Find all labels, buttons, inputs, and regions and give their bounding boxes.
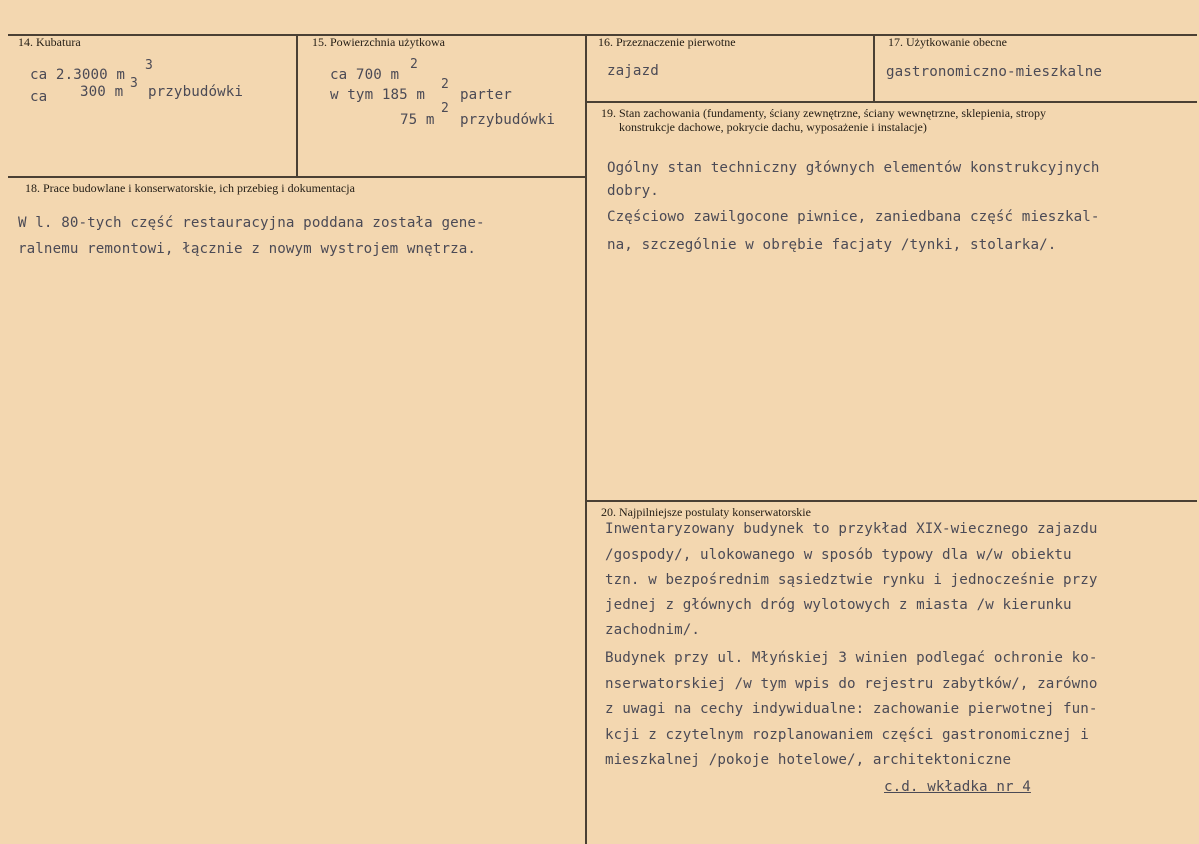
field-20-line: Inwentaryzowany budynek to przykład XIX-wiecznego zajazdu	[605, 521, 1098, 537]
field-20-line: tzn. w bezpośrednim sąsiedztwie rynku i jednocześnie przy	[605, 572, 1098, 588]
field-14-line1: ca 2.3000 m	[30, 67, 126, 83]
field-19-line: Częściowo zawilgocone piwnice, zaniedbana część mieszkal-	[607, 209, 1100, 225]
field-20-line: jednej z głównych dróg wylotowych z miasta /w kierunku	[605, 597, 1072, 613]
field-16-value: zajazd	[607, 63, 659, 79]
field-16-label: 16. Przeznaczenie pierwotne	[598, 35, 736, 49]
row1-rule-right	[585, 101, 1197, 103]
field-20-line: kcji z czytelnym rozplanowaniem części gastronomicznej i	[605, 727, 1089, 743]
field-20-label: 20. Najpilniejsze postulaty konserwatorskie	[601, 505, 811, 519]
field-15-line3-suffix: przybudówki	[460, 112, 556, 128]
field-14-line2-value: 300 m	[80, 84, 124, 100]
field-19-line: Ogólny stan techniczny głównych elementów konstrukcyjnych	[607, 160, 1100, 176]
field-18-line: W l. 80-tych część restauracyjna poddana została gene-	[18, 215, 485, 231]
divider-16-17	[873, 34, 875, 101]
section20-rule	[585, 500, 1197, 502]
row1-rule-left	[8, 176, 585, 178]
field-20-continuation: c.d. wkładka nr 4	[884, 779, 1031, 795]
field-15-line2-sup: 2	[441, 77, 449, 92]
field-19-line: dobry.	[607, 183, 659, 199]
field-18-line: ralnemu remontowi, łącznie z nowym wystrojem wnętrza.	[18, 241, 477, 257]
field-20-line: z uwagi na cechy indywidualne: zachowanie pierwotnej fun-	[605, 701, 1098, 717]
field-15-line3-prefix: 75 m	[400, 112, 435, 128]
field-19-line: na, szczególnie w obrębie facjaty /tynki, stolarka/.	[607, 237, 1057, 253]
field-15-line2-suffix: parter	[460, 87, 512, 103]
field-14-line1-sup: 3	[145, 58, 153, 73]
field-18-label: 18. Prace budowlane i konserwatorskie, ich przebieg i dokumentacja	[25, 181, 355, 195]
field-15-line2-prefix: w tym 185 m	[330, 87, 426, 103]
field-14-line2-prefix: ca	[30, 89, 48, 105]
field-15-line3-sup: 2	[441, 101, 449, 116]
field-19-label-line1: 19. Stan zachowania (fundamenty, ściany zewnętrzne, ściany wewnętrzne, sklepienia, stropy	[601, 106, 1047, 120]
field-15-line1: ca 700 m	[330, 67, 400, 83]
field-20-line: Budynek przy ul. Młyńskiej 3 winien podlegać ochronie ko-	[605, 650, 1098, 666]
divider-14-15	[296, 34, 298, 176]
field-17-value: gastronomiczno-mieszkalne	[886, 64, 1103, 80]
field-14-label: 14. Kubatura	[18, 35, 81, 49]
field-15-label: 15. Powierzchnia użytkowa	[312, 35, 445, 49]
field-15-line1-sup: 2	[410, 57, 418, 72]
field-20-line: nserwatorskiej /w tym wpis do rejestru zabytków/, zarówno	[605, 676, 1098, 692]
field-17-label: 17. Użytkowanie obecne	[888, 35, 1007, 49]
field-20-line: /gospody/, ulokowanego w sposób typowy dla w/w obiektu	[605, 547, 1072, 563]
field-14-line2-suffix: przybudówki	[148, 84, 244, 100]
field-20-line: zachodnim/.	[605, 622, 701, 638]
field-20-line: mieszkalnej /pokoje hotelowe/, architektoniczne	[605, 752, 1012, 768]
field-14-line2-sup: 3	[130, 76, 138, 91]
center-divider	[585, 34, 587, 844]
field-19-label-line2: konstrukcje dachowe, pokrycie dachu, wyposażenie i instalacje)	[619, 120, 927, 134]
